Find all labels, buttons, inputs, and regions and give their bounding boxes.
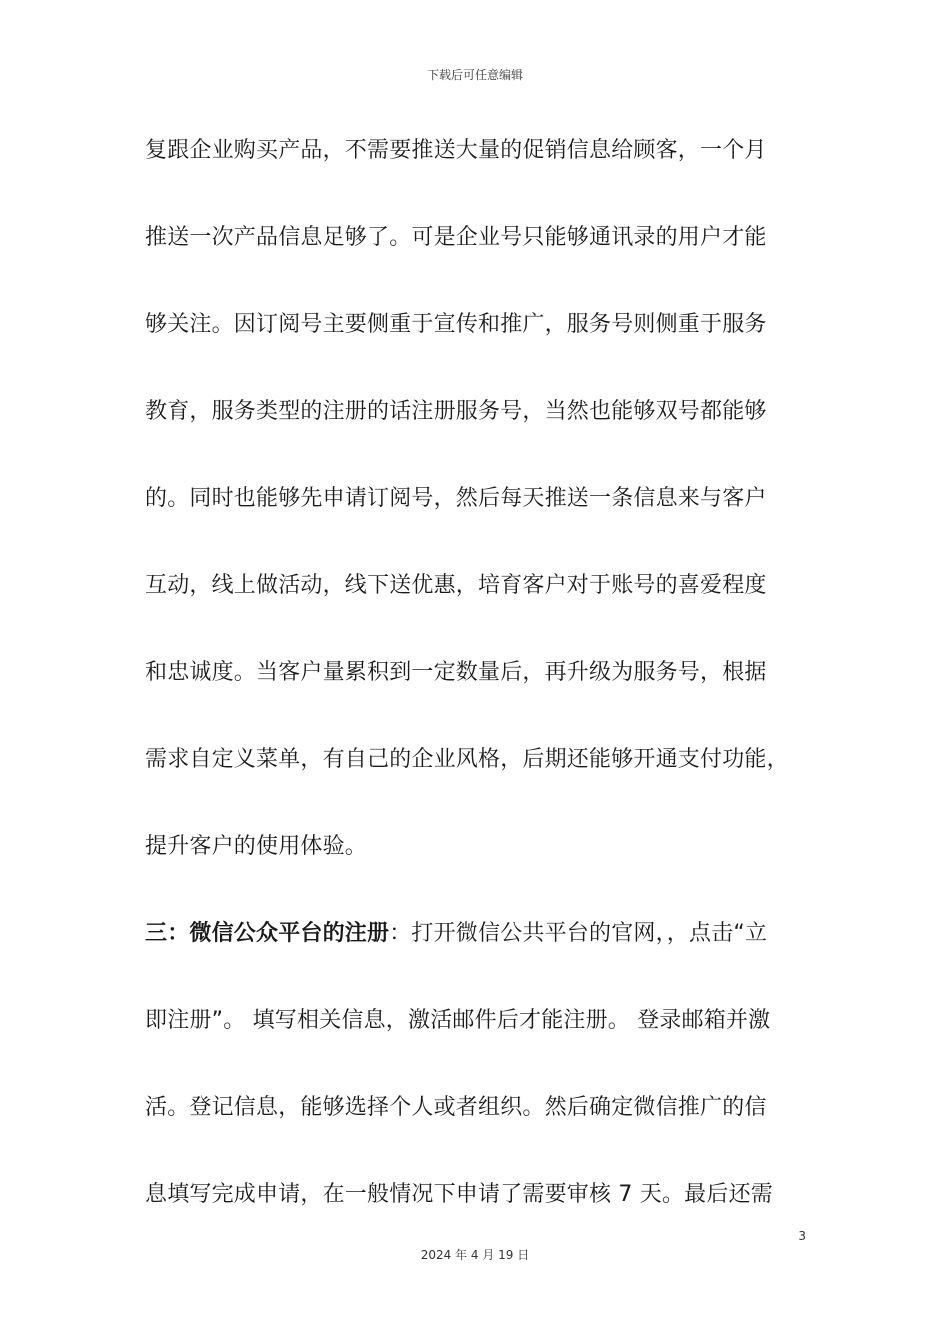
document-body <box>145 128 825 1259</box>
body-line-6: 互动，线上做活动，线下送优惠，培育客户对于账号的喜爱程度 <box>145 573 767 598</box>
body-line-3: 够关注。因订阅号主要侧重于宣传和推广，服务号则侧重于服务 <box>145 312 767 337</box>
body-line-5: 的。同时也能够先申请订阅号，然后每天推送一条信息来与客户 <box>145 486 767 511</box>
footer-date: 2024 年 4 月 19 日 <box>420 1248 530 1262</box>
body-line-12: 活。登记信息，能够选择个人或者组织。然后确定微信推广的信 <box>145 1095 767 1120</box>
body-line-11: 即注册”。 填写相关信息，激活邮件后才能注册。 登录邮箱并激 <box>145 1008 771 1033</box>
section-heading: 三：微信公众平台的注册 <box>145 921 390 946</box>
page-number: 3 <box>798 1229 806 1243</box>
body-line-1: 复跟企业购买产品，不需要推送大量的促销信息给顾客，一个月 <box>145 138 767 163</box>
page-header: 下载后可任意编辑 <box>426 68 523 82</box>
body-line-2: 推送一次产品信息足够了。可是企业号只能够通讯录的用户才能 <box>145 225 767 250</box>
section-heading-rest: ：打开微信公共平台的官网，，点击“立 <box>389 921 768 946</box>
body-line-4: 教育，服务类型的注册的话注册服务号，当然也能够双号都能够 <box>145 399 767 424</box>
body-line-7: 和忠诚度。当客户量累积到一定数量后，再升级为服务号，根据 <box>145 660 767 685</box>
body-line-9: 提升客户的使用体验。 <box>145 834 368 859</box>
section-heading-line <box>145 911 825 998</box>
body-line-8: 需求自定义菜单，有自己的企业风格，后期还能够开通支付功能， <box>145 747 789 772</box>
body-line-13: 息填写完成申请，在一般情况下申请了需要审核 7 天。最后还需 <box>145 1182 773 1207</box>
